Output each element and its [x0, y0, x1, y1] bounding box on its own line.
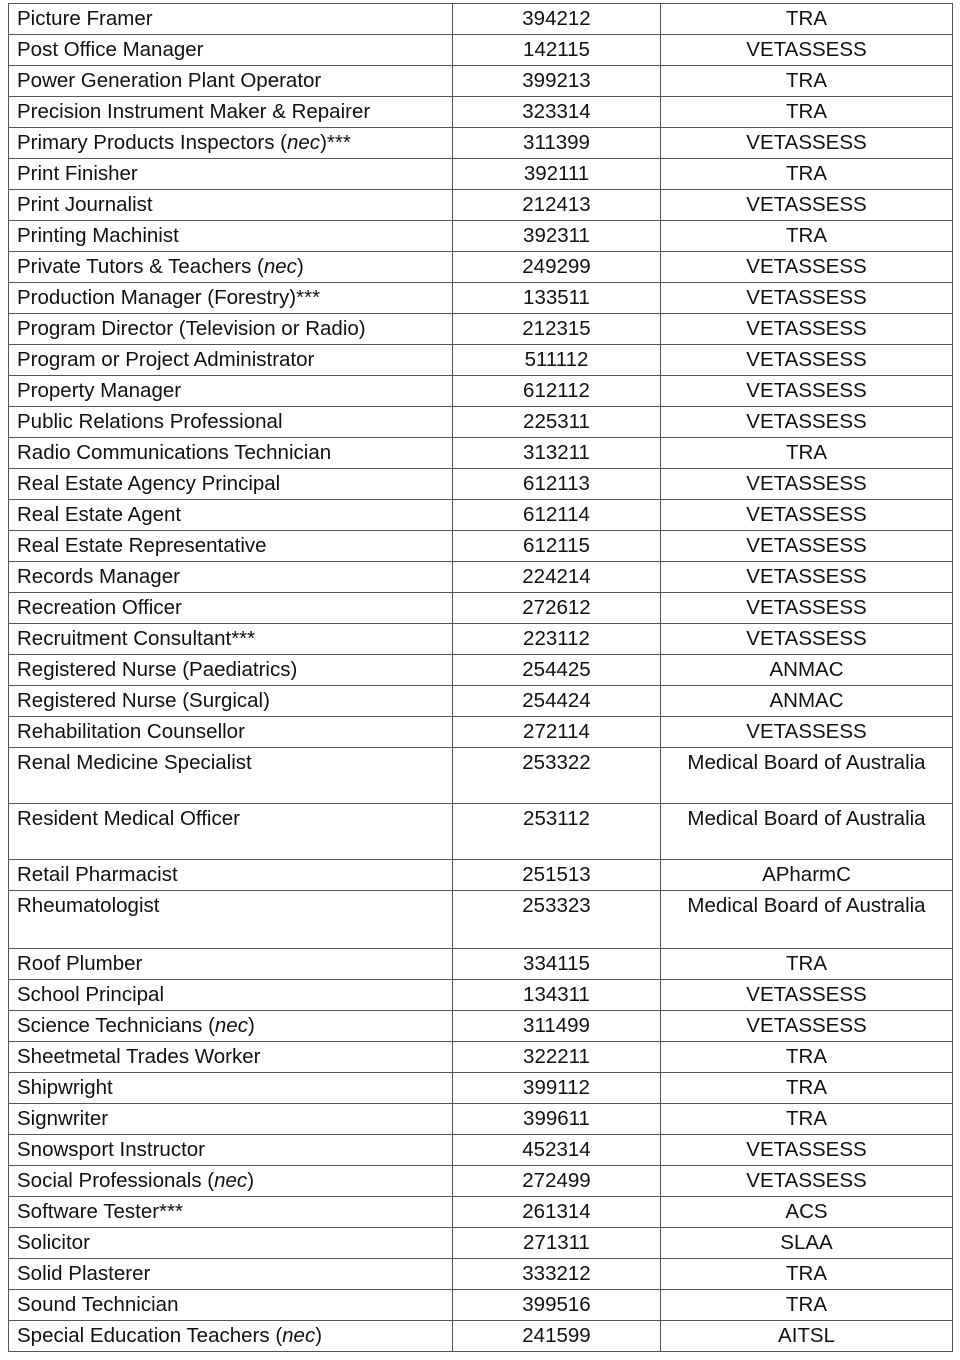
occupation-name	[9, 860, 453, 891]
anzsco-code: 313211	[453, 438, 661, 469]
occupation-name	[9, 686, 453, 717]
occupation-suffix: ***	[326, 131, 351, 154]
anzsco-code: 249299	[453, 252, 661, 283]
anzsco-code: 272499	[453, 1166, 661, 1197]
anzsco-code: 251513	[453, 860, 661, 891]
occupation-name-text: Renal Medicine Specialist	[17, 751, 252, 774]
occupation-name-text: Registered Nurse (Paediatrics)	[17, 658, 298, 681]
anzsco-code: 225311	[453, 407, 661, 438]
occupation-qualifier: nec	[287, 131, 321, 154]
assessing-authority: Medical Board of Australia	[661, 748, 953, 804]
occupation-name-text: Rehabilitation Counsellor	[17, 720, 245, 743]
anzsco-code: 223112	[453, 624, 661, 655]
occupation-name-text: School Principal	[17, 983, 164, 1006]
assessing-authority: VETASSESS	[661, 376, 953, 407]
assessing-authority: VETASSESS	[661, 624, 953, 655]
occupation-name-text: Software Tester***	[17, 1200, 183, 1223]
occupation-name	[9, 1135, 453, 1166]
occupation-qualifier: nec	[263, 255, 297, 278]
occupation-name	[9, 438, 453, 469]
occupation-name-text: Special Education Teachers	[17, 1324, 276, 1347]
assessing-authority: VETASSESS	[661, 531, 953, 562]
occupation-name-text: Radio Communications Technician	[17, 441, 332, 464]
anzsco-code: 452314	[453, 1135, 661, 1166]
assessing-authority: Medical Board of Australia	[661, 891, 953, 949]
assessing-authority: VETASSESS	[661, 35, 953, 66]
table-row	[9, 500, 953, 531]
occupation-table	[8, 3, 953, 1352]
assessing-authority: VETASSESS	[661, 407, 953, 438]
occupation-name	[9, 655, 453, 686]
anzsco-code: 399516	[453, 1290, 661, 1321]
anzsco-code: 322211	[453, 1042, 661, 1073]
occupation-name-text: Resident Medical Officer	[17, 807, 240, 830]
assessing-authority: VETASSESS	[661, 562, 953, 593]
assessing-authority: TRA	[661, 159, 953, 190]
table-row	[9, 252, 953, 283]
assessing-authority: VETASSESS	[661, 283, 953, 314]
occupation-name-text: Roof Plumber	[17, 952, 143, 975]
assessing-authority: SLAA	[661, 1228, 953, 1259]
table-row	[9, 593, 953, 624]
occupation-name	[9, 35, 453, 66]
table-row	[9, 97, 953, 128]
anzsco-code: 142115	[453, 35, 661, 66]
occupation-name	[9, 804, 453, 860]
table-row	[9, 438, 953, 469]
anzsco-code: 399213	[453, 66, 661, 97]
anzsco-code: 253323	[453, 891, 661, 949]
assessing-authority: TRA	[661, 221, 953, 252]
anzsco-code: 323314	[453, 97, 661, 128]
occupation-name-text: Science Technicians	[17, 1014, 209, 1037]
anzsco-code: 612115	[453, 531, 661, 562]
occupation-name	[9, 283, 453, 314]
anzsco-code: 212315	[453, 314, 661, 345]
occupation-name	[9, 1104, 453, 1135]
assessing-authority: VETASSESS	[661, 1135, 953, 1166]
assessing-authority: TRA	[661, 1259, 953, 1290]
table-row	[9, 1259, 953, 1290]
assessing-authority: VETASSESS	[661, 314, 953, 345]
occupation-name	[9, 314, 453, 345]
occupation-name-text: Solicitor	[17, 1231, 90, 1254]
occupation-name	[9, 97, 453, 128]
anzsco-code: 254425	[453, 655, 661, 686]
anzsco-code: 133511	[453, 283, 661, 314]
table-row	[9, 562, 953, 593]
anzsco-code: 392311	[453, 221, 661, 252]
occupation-name: Private Tutors & Teachers (nec)	[9, 252, 453, 283]
assessing-authority: TRA	[661, 1290, 953, 1321]
occupation-name-text: Signwriter	[17, 1107, 109, 1130]
assessing-authority: ANMAC	[661, 686, 953, 717]
table-row	[9, 159, 953, 190]
occupation-name	[9, 562, 453, 593]
occupation-name-text: Real Estate Agent	[17, 503, 182, 526]
assessing-authority: VETASSESS	[661, 1011, 953, 1042]
anzsco-code: 392111	[453, 159, 661, 190]
occupation-name	[9, 748, 453, 804]
occupation-name	[9, 221, 453, 252]
anzsco-code: 272114	[453, 717, 661, 748]
assessing-authority: VETASSESS	[661, 469, 953, 500]
table-row	[9, 1073, 953, 1104]
occupation-name: Social Professionals (nec)	[9, 1166, 453, 1197]
anzsco-code: 212413	[453, 190, 661, 221]
anzsco-code: 612114	[453, 500, 661, 531]
occupation-name	[9, 1228, 453, 1259]
anzsco-code: 261314	[453, 1197, 661, 1228]
occupation-qualifier: nec	[214, 1169, 248, 1192]
occupation-name	[9, 891, 453, 949]
occupation-name: Primary Products Inspectors (nec)***	[9, 128, 453, 159]
occupation-name-text: Recreation Officer	[17, 596, 182, 619]
anzsco-code: 254424	[453, 686, 661, 717]
assessing-authority: VETASSESS	[661, 593, 953, 624]
table-row	[9, 748, 953, 804]
anzsco-code: 253322	[453, 748, 661, 804]
table-row	[9, 655, 953, 686]
assessing-authority: TRA	[661, 1104, 953, 1135]
occupation-name: Special Education Teachers (nec)	[9, 1321, 453, 1352]
table-row	[9, 860, 953, 891]
anzsco-code: 311399	[453, 128, 661, 159]
occupation-name-text: Program or Project Administrator	[17, 348, 315, 371]
table-row	[9, 1104, 953, 1135]
occupation-name	[9, 624, 453, 655]
occupation-name	[9, 1259, 453, 1290]
occupation-name-text: Print Journalist	[17, 193, 153, 216]
table-row	[9, 35, 953, 66]
anzsco-code: 511112	[453, 345, 661, 376]
assessing-authority: TRA	[661, 1073, 953, 1104]
occupation-name	[9, 500, 453, 531]
occupation-name-text: Snowsport Instructor	[17, 1138, 205, 1161]
occupation-name-text: Retail Pharmacist	[17, 863, 178, 886]
anzsco-code: 271311	[453, 1228, 661, 1259]
table-row	[9, 624, 953, 655]
table-row	[9, 314, 953, 345]
anzsco-code: 333212	[453, 1259, 661, 1290]
anzsco-code: 394212	[453, 4, 661, 35]
anzsco-code: 241599	[453, 1321, 661, 1352]
occupation-name-text: Print Finisher	[17, 162, 138, 185]
assessing-authority: TRA	[661, 4, 953, 35]
occupation-name	[9, 159, 453, 190]
anzsco-code: 612113	[453, 469, 661, 500]
occupation-name-text: Real Estate Agency Principal	[17, 472, 281, 495]
anzsco-code: 612112	[453, 376, 661, 407]
table-row	[9, 283, 953, 314]
occupation-qualifier: nec	[282, 1324, 316, 1347]
table-row	[9, 686, 953, 717]
occupation-name-text: Solid Plasterer	[17, 1262, 151, 1285]
assessing-authority: AITSL	[661, 1321, 953, 1352]
occupation-name-text: Post Office Manager	[17, 38, 204, 61]
assessing-authority: VETASSESS	[661, 1166, 953, 1197]
occupation-name-text: Recruitment Consultant***	[17, 627, 256, 650]
anzsco-code: 399112	[453, 1073, 661, 1104]
table-row	[9, 4, 953, 35]
occupation-name-text: Public Relations Professional	[17, 410, 283, 433]
assessing-authority: ACS	[661, 1197, 953, 1228]
table-row	[9, 128, 953, 159]
assessing-authority: VETASSESS	[661, 980, 953, 1011]
occupation-name-text: Power Generation Plant Operator	[17, 69, 322, 92]
table-row	[9, 66, 953, 97]
table-row	[9, 1166, 953, 1197]
occupation-name-text: Production Manager (Forestry)***	[17, 286, 321, 309]
occupation-name	[9, 1197, 453, 1228]
occupation-name-text: Primary Products Inspectors	[17, 131, 281, 154]
assessing-authority: VETASSESS	[661, 252, 953, 283]
occupation-name-text: Precision Instrument Maker & Repairer	[17, 100, 371, 123]
table-row	[9, 376, 953, 407]
occupation-name-text: Shipwright	[17, 1076, 113, 1099]
occupation-name	[9, 1073, 453, 1104]
occupation-name	[9, 1290, 453, 1321]
occupation-name	[9, 66, 453, 97]
anzsco-code: 253112	[453, 804, 661, 860]
occupation-qualifier: nec	[214, 1014, 248, 1037]
anzsco-code: 334115	[453, 949, 661, 980]
occupation-name	[9, 4, 453, 35]
occupation-name	[9, 980, 453, 1011]
anzsco-code: 224214	[453, 562, 661, 593]
table-row	[9, 891, 953, 949]
anzsco-code: 399611	[453, 1104, 661, 1135]
assessing-authority: VETASSESS	[661, 717, 953, 748]
anzsco-code: 311499	[453, 1011, 661, 1042]
table-row	[9, 1135, 953, 1166]
occupation-name	[9, 717, 453, 748]
occupation-name	[9, 531, 453, 562]
assessing-authority: TRA	[661, 66, 953, 97]
occupation-name	[9, 190, 453, 221]
table-row	[9, 1228, 953, 1259]
table-row	[9, 345, 953, 376]
occupation-name	[9, 593, 453, 624]
occupation-name	[9, 345, 453, 376]
occupation-name-text: Printing Machinist	[17, 224, 179, 247]
assessing-authority: VETASSESS	[661, 500, 953, 531]
assessing-authority: ANMAC	[661, 655, 953, 686]
table-row	[9, 221, 953, 252]
occupation-name	[9, 1042, 453, 1073]
table-row	[9, 1042, 953, 1073]
anzsco-code: 134311	[453, 980, 661, 1011]
occupation-name-text: Private Tutors & Teachers	[17, 255, 258, 278]
occupation-name-text: Program Director (Television or Radio)	[17, 317, 366, 340]
occupation-name-text: Picture Framer	[17, 7, 153, 30]
assessing-authority: VETASSESS	[661, 128, 953, 159]
assessing-authority: TRA	[661, 97, 953, 128]
table-row	[9, 949, 953, 980]
occupation-name	[9, 407, 453, 438]
table-row	[9, 407, 953, 438]
table-row	[9, 804, 953, 860]
occupation-name	[9, 949, 453, 980]
assessing-authority: TRA	[661, 1042, 953, 1073]
table-row	[9, 717, 953, 748]
occupation-name-text: Records Manager	[17, 565, 180, 588]
occupation-name	[9, 469, 453, 500]
table-row	[9, 531, 953, 562]
occupation-name: Science Technicians (nec)	[9, 1011, 453, 1042]
table-row	[9, 1011, 953, 1042]
table-row	[9, 1321, 953, 1352]
anzsco-code: 272612	[453, 593, 661, 624]
occupation-name	[9, 376, 453, 407]
occupation-name-text: Real Estate Representative	[17, 534, 267, 557]
assessing-authority: TRA	[661, 949, 953, 980]
table-row	[9, 190, 953, 221]
occupation-name-text: Rheumatologist	[17, 894, 160, 917]
assessing-authority: Medical Board of Australia	[661, 804, 953, 860]
table-row	[9, 1197, 953, 1228]
occupation-name-text: Registered Nurse (Surgical)	[17, 689, 270, 712]
table-row	[9, 1290, 953, 1321]
assessing-authority: VETASSESS	[661, 190, 953, 221]
occupation-name-text: Sound Technician	[17, 1293, 179, 1316]
table-row	[9, 469, 953, 500]
occupation-name-text: Sheetmetal Trades Worker	[17, 1045, 261, 1068]
assessing-authority: APharmC	[661, 860, 953, 891]
table-row	[9, 980, 953, 1011]
assessing-authority: VETASSESS	[661, 345, 953, 376]
table-body	[9, 4, 953, 1352]
occupation-name-text: Property Manager	[17, 379, 182, 402]
occupation-name-text: Social Professionals	[17, 1169, 208, 1192]
assessing-authority: TRA	[661, 438, 953, 469]
